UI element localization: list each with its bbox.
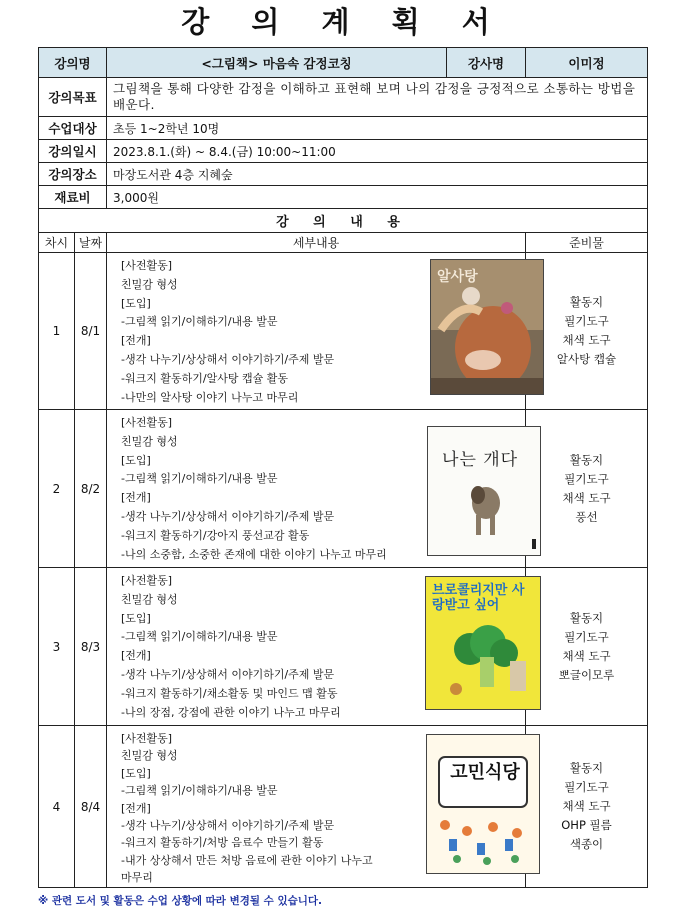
material-item: 활동지 — [569, 610, 604, 625]
detail-line: 친밀감 형성 — [121, 749, 178, 763]
detail-line: -워크지 활동하기/알사탕 캡슐 활동 — [121, 371, 288, 385]
book-cover-title: 알사탕 — [437, 269, 478, 285]
book-cover-title: 고민식당 — [450, 762, 520, 783]
goal-row — [39, 78, 648, 117]
detail-line: [사전활동] — [121, 259, 173, 272]
material-item: 색종이 — [569, 837, 604, 851]
material-item: 필기도구 — [564, 629, 609, 644]
detail-line: -그림책 읽기/이해하기/내용 발문 — [121, 315, 278, 329]
fee-value: 3,000원 — [107, 186, 648, 209]
material-item: 채색 도구 — [562, 333, 611, 347]
session-date: 8/4 — [75, 726, 107, 888]
target-row — [39, 117, 648, 140]
detail-line: -나만의 알사탕 이야기 나누고 마무리 — [121, 390, 299, 404]
session-number: 2 — [39, 410, 75, 568]
book-cover-image — [426, 734, 540, 874]
material-item: 채색 도구 — [562, 490, 611, 505]
book-cover-image — [427, 426, 541, 556]
detail-line: -생각 나누기/상상해서 이야기하기/주제 발문 — [121, 818, 335, 832]
material-item: 채색 도구 — [562, 799, 611, 813]
target-value: 초등 1~2학년 10명 — [107, 117, 648, 140]
detail-line: -워크지 활동하기/강아지 풍선교감 활동 — [121, 528, 310, 542]
book-cover-image — [425, 576, 541, 710]
col-materials: 준비물 — [526, 233, 648, 253]
session-detail — [107, 568, 526, 726]
course-name: <그림책> 마음속 감정코칭 — [107, 48, 447, 78]
book-cover-image — [430, 259, 544, 395]
place-label: 강의장소 — [39, 163, 107, 186]
session-number: 3 — [39, 568, 75, 726]
document-title: 강 의 계 획 서 — [181, 5, 506, 39]
fee-row — [39, 186, 648, 209]
col-detail: 세부내용 — [107, 233, 526, 253]
book-cover-title: 나는 개다 — [442, 450, 519, 470]
course-header-row — [39, 48, 648, 78]
course-label: 강의명 — [39, 48, 107, 78]
material-item: 활동지 — [569, 295, 604, 309]
place-value: 마장도서관 4층 지혜숲 — [107, 163, 648, 186]
detail-line: -나의 장점, 강점에 관한 이야기 나누고 마무리 — [121, 705, 341, 719]
material-item: 알사탕 캡슐 — [556, 352, 617, 366]
place-row — [39, 163, 648, 186]
detail-line: 마무리 — [121, 871, 153, 885]
detail-line: [도입] — [121, 296, 151, 310]
session-detail — [107, 726, 526, 888]
detail-line: [사전활동] — [121, 416, 173, 429]
session-row — [39, 410, 648, 568]
session-materials — [526, 568, 648, 726]
date-label: 강의일시 — [39, 140, 107, 163]
detail-line: -워크지 활동하기/채소활동 및 마인드 맵 활동 — [121, 686, 338, 700]
date-row — [39, 140, 648, 163]
material-item: 필기도구 — [564, 780, 609, 794]
session-date: 8/1 — [75, 253, 107, 410]
session-detail — [107, 410, 526, 568]
session-row — [39, 253, 648, 410]
material-item: 필기도구 — [564, 314, 609, 328]
target-label: 수업대상 — [39, 117, 107, 140]
session-number: 4 — [39, 726, 75, 888]
detail-line: [전개] — [121, 334, 151, 348]
goal-text: 그림책을 통해 다양한 감정을 이해하고 표현해 보며 나의 감정을 긍정적으로 소통하는 방법을 배운다. — [107, 78, 648, 117]
material-item: 활동지 — [569, 761, 604, 775]
material-item: 뽀글이모루 — [558, 667, 615, 682]
material-item: OHP 필름 — [561, 818, 612, 832]
session-date: 8/3 — [75, 568, 107, 726]
detail-line: 친밀감 형성 — [121, 434, 178, 448]
session-date: 8/2 — [75, 410, 107, 568]
session-detail — [107, 253, 526, 410]
detail-line: -생각 나누기/상상해서 이야기하기/주제 발문 — [121, 509, 335, 523]
session-row — [39, 568, 648, 726]
fee-label: 재료비 — [39, 186, 107, 209]
detail-line: [전개] — [121, 649, 151, 663]
content-section-title: 강 의 내 용 — [39, 209, 648, 233]
detail-line: -나의 소중함, 소중한 존재에 대한 이야기 나누고 마무리 — [121, 547, 387, 561]
detail-line: [도입] — [121, 611, 151, 625]
detail-line: -그림책 읽기/이해하기/내용 발문 — [121, 784, 278, 798]
material-item: 풍선 — [575, 509, 598, 524]
detail-line: [전개] — [121, 801, 151, 815]
goal-label: 강의목표 — [39, 78, 107, 117]
detail-line: -생각 나누기/상상해서 이야기하기/주제 발문 — [121, 667, 335, 681]
session-row — [39, 726, 648, 888]
detail-line: -그림책 읽기/이해하기/내용 발문 — [121, 630, 278, 644]
detail-line: [사전활동] — [121, 574, 173, 587]
content-section-row — [39, 209, 648, 233]
session-materials — [526, 410, 648, 568]
detail-line: -워크지 활동하기/처방 음료수 만들기 활동 — [121, 836, 324, 850]
session-number: 1 — [39, 253, 75, 410]
material-item: 활동지 — [569, 452, 604, 467]
instructor-name: 이미정 — [526, 48, 648, 78]
detail-line: [사전활동] — [121, 732, 173, 745]
detail-line: 친밀감 형성 — [121, 277, 178, 291]
col-date: 날짜 — [75, 233, 107, 253]
detail-line: -생각 나누기/상상해서 이야기하기/주제 발문 — [121, 352, 335, 366]
detail-line: -내가 상상해서 만든 처방 음료에 관한 이야기 나누고 — [121, 853, 373, 867]
footnote: ※ 관련 도서 및 활동은 수업 상황에 따라 변경될 수 있습니다. — [38, 895, 323, 907]
lesson-plan-table — [38, 47, 648, 888]
detail-line: [도입] — [121, 453, 151, 467]
book-cover-title: 브로콜리지만 사랑받고 싶어 — [432, 583, 525, 613]
detail-line: 친밀감 형성 — [121, 592, 178, 606]
session-materials — [526, 726, 648, 888]
detail-line: -그림책 읽기/이해하기/내용 발문 — [121, 472, 278, 486]
content-column-header — [39, 233, 648, 253]
detail-line: [도입] — [121, 766, 151, 780]
detail-line: [전개] — [121, 491, 151, 505]
instructor-label: 강사명 — [447, 48, 526, 78]
material-item: 필기도구 — [564, 471, 609, 486]
material-item: 채색 도구 — [562, 648, 611, 663]
col-session: 차시 — [39, 233, 75, 253]
date-value: 2023.8.1.(화) ~ 8.4.(금) 10:00~11:00 — [107, 140, 648, 163]
